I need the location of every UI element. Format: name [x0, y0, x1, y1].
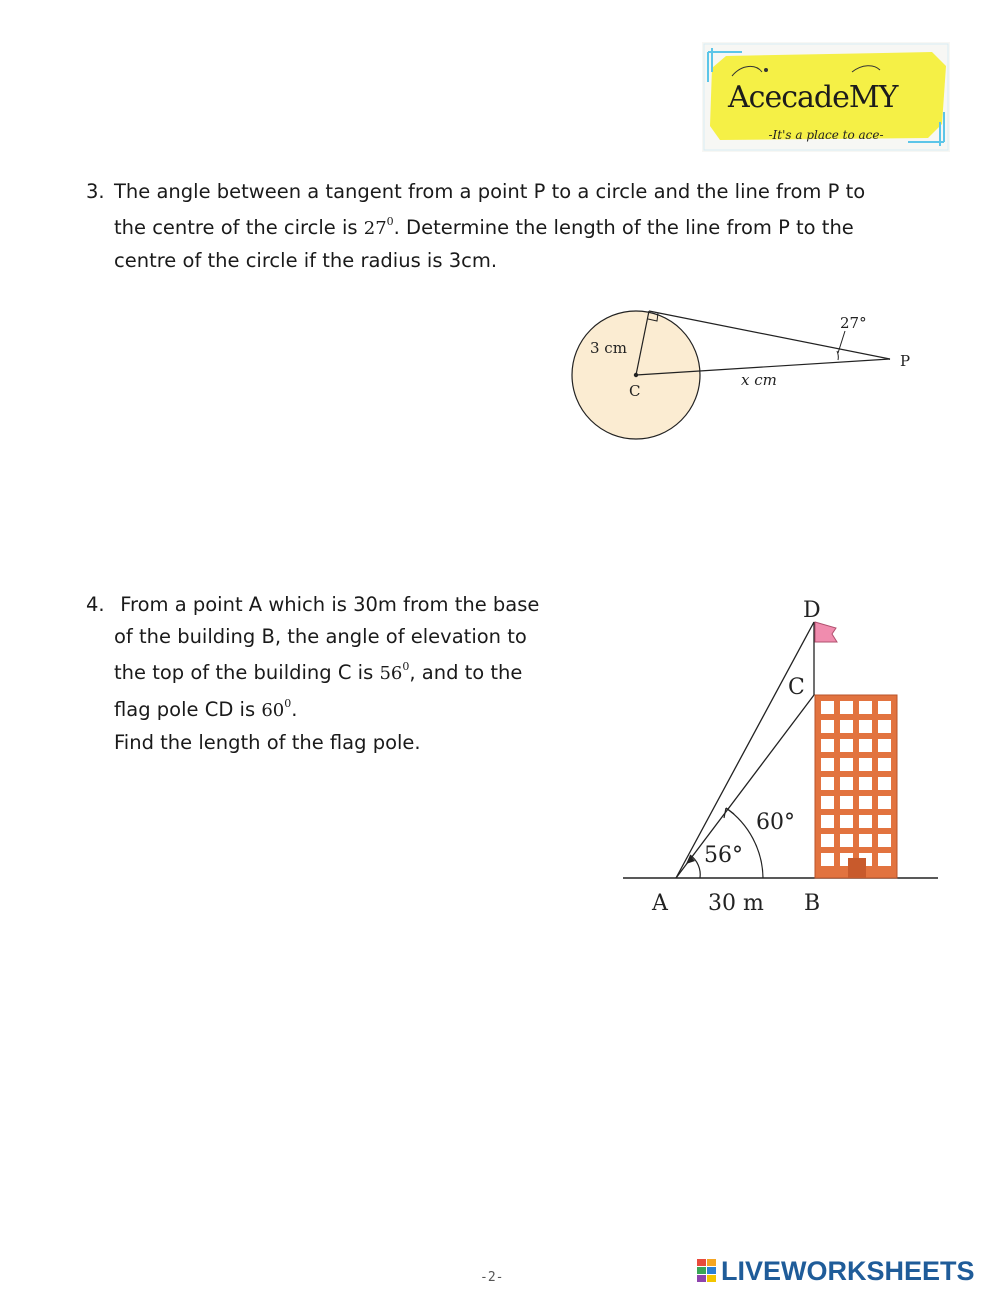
radius-label: 3 cm [590, 339, 627, 357]
building-window [840, 796, 853, 809]
logo-tagline: -It's a place to ace- [768, 128, 884, 142]
building-window [878, 739, 891, 752]
angle-27-math: $27^0$ [363, 215, 394, 239]
building-window [859, 796, 872, 809]
building-window [859, 815, 872, 828]
building-window [859, 758, 872, 771]
building-window [878, 758, 891, 771]
building-window [840, 834, 853, 847]
building-window [859, 777, 872, 790]
building-window [878, 853, 891, 866]
angle-56-math: $56^0$ [379, 660, 410, 684]
building-window [821, 758, 834, 771]
building-window [878, 815, 891, 828]
building-window [821, 815, 834, 828]
acecademy-logo [702, 42, 950, 152]
question-3-line-2: the centre of the circle is $27^0$. Determine the length of the line from P to the [114, 215, 854, 239]
sight-line-to-d [676, 622, 814, 878]
building-window [859, 720, 872, 733]
building-window [840, 720, 853, 733]
building-window [878, 777, 891, 790]
page-number: -2- [480, 1270, 504, 1285]
building-window [821, 834, 834, 847]
liveworksheets-icon [697, 1259, 717, 1283]
building-window [878, 701, 891, 714]
building-window [878, 796, 891, 809]
x-cm-label: x cm [741, 371, 777, 389]
building-window [821, 777, 834, 790]
tangent-circle-diagram [560, 300, 930, 450]
building-window [840, 739, 853, 752]
centre-point [634, 373, 638, 377]
question-3-line-3: centre of the circle if the radius is 3cm. [114, 249, 498, 272]
question-3-line-1: The angle between a tangent from a point P to a circle and the line from P to [114, 180, 866, 203]
building-window [821, 796, 834, 809]
logo-brand-text: AcecadeMY [728, 80, 898, 115]
question-4-line-2: of the building B, the angle of elevation to [114, 625, 527, 648]
question-4-text [114, 589, 539, 759]
label-c: C [788, 675, 805, 700]
building-window [859, 834, 872, 847]
point-p-label: P [900, 352, 911, 370]
question-3-number: 3. [86, 180, 105, 203]
sight-line-to-c [676, 695, 814, 878]
question-4-line-5: Find the length of the flag pole. [114, 731, 421, 754]
building [815, 695, 897, 878]
building-window [821, 853, 834, 866]
liveworksheets-watermark [697, 1256, 997, 1286]
building-window [821, 701, 834, 714]
building-window [840, 815, 853, 828]
question-4-line-1: From a point A which is 30m from the base [114, 593, 540, 616]
building-window [840, 758, 853, 771]
label-b: B [804, 891, 821, 916]
building-window [821, 739, 834, 752]
question-4-line-3: the top of the building C is $56^0$, and to the [114, 660, 523, 684]
angle-60-label: 60° [756, 810, 795, 835]
building-window [878, 834, 891, 847]
label-a: A [652, 891, 668, 916]
building-window [821, 720, 834, 733]
building-window [840, 701, 853, 714]
building-flagpole-diagram [618, 592, 948, 922]
building-window [878, 720, 891, 733]
building-window [859, 701, 872, 714]
centre-label: C [629, 382, 641, 400]
question-4-line-4: flag pole CD is $60^0$. [114, 697, 298, 721]
question-3-text [114, 176, 865, 277]
question-4-number: 4. [86, 593, 105, 616]
building-window [840, 777, 853, 790]
angle-60-math: $60^0$ [261, 697, 292, 721]
angle-27-label: 27° [840, 314, 867, 332]
distance-label: 30 m [708, 891, 764, 916]
building-window [859, 739, 872, 752]
label-d: D [803, 598, 821, 623]
liveworksheets-text: LIVEWORKSHEETS [721, 1256, 975, 1286]
angle-56-label: 56° [704, 843, 743, 868]
flag [815, 622, 837, 642]
